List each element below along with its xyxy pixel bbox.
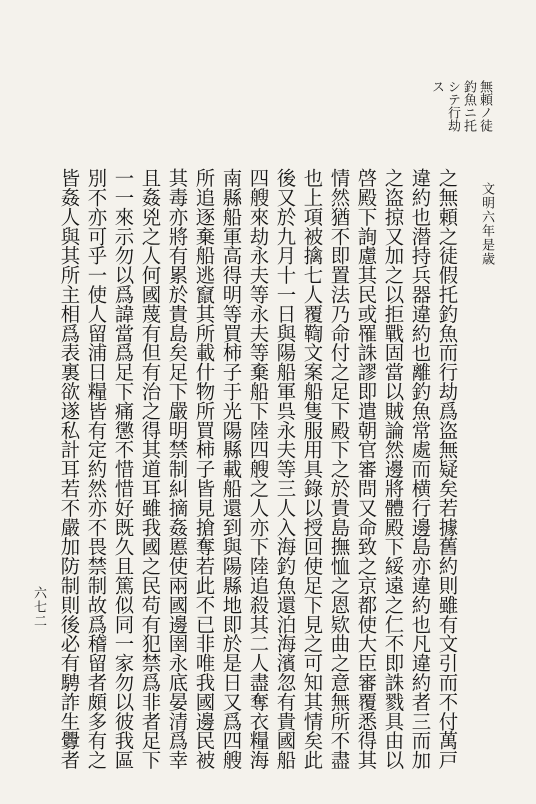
body-column-3: 之盗掠又加之以拒戰固當以賊論然邊將體殿下綏遠之仁不即誅戮具由以 — [381, 168, 405, 770]
body-column-7: 後又於九月十一日與陽船軍呉永夫等三人入海釣魚還泊海濱忽有貴國船 — [273, 168, 297, 770]
body-column-15: 皆姦人與其所主相爲表裏欲遂私計耳若不嚴加防制則後必有騁詐生釁者 — [57, 168, 81, 770]
body-column-8: 四艘來劫永夫等永夫等棄船下陸四艘之人亦下陸追殺其二人盡奪衣糧海 — [246, 168, 270, 770]
body-column-2: 違約也潜持兵器違約也離釣魚常處而横行邊島亦違約也凡違約者三而加 — [408, 168, 432, 770]
margin-note-line-1: 無頼ノ徒 — [477, 80, 492, 132]
margin-note-line-4: ス — [429, 80, 444, 93]
body-column-10: 所追逐棄船逃竄其所載什物所買柿子皆見搶奪若此不已非唯我國邊民被 — [192, 168, 216, 770]
body-column-5: 情然猶不即置法乃命付之足下殿下之於貴島撫恤之恩欵曲之意無所不盡 — [327, 168, 351, 770]
body-column-11: 其毒亦將有累於貴島矣足下嚴明禁制糾摘姦慝使兩國邊圉永底晏清爲幸 — [165, 168, 189, 770]
margin-note-line-3: シテ行劫 — [445, 80, 460, 132]
body-column-12: 且姦兇之人何國蔑有但有治之得其道耳雖我國之民苟有犯禁爲非者足下 — [138, 168, 162, 770]
page-number: 六七二 — [31, 586, 46, 628]
body-column-1: 之無頼之徒假托釣魚而行劫爲盗無疑矣若據舊約則雖有文引而不付萬戸 — [435, 168, 459, 770]
body-column-13: 一一來示勿以爲諱當爲足下痛懲不惜惜好既久且篤似同一家勿以彼我區 — [111, 168, 135, 770]
running-title: 文明六年是歳 — [479, 182, 494, 266]
body-column-14: 別不亦可乎一使人留浦日糧皆有定約然亦不畏禁制故爲稽留者頗多有之 — [84, 168, 108, 770]
body-column-4: 啓殿下詢慮其民或罹誅謬即遣朝官審問又命致之京都使大臣審覆悉得其 — [354, 168, 378, 770]
body-column-9: 南縣船軍高得明等買柿子于光陽縣載船還到與陽縣地即於是日又爲四艘 — [219, 168, 243, 770]
margin-note-line-2: 釣魚ニ托 — [461, 80, 476, 132]
body-column-6: 也上項被擒七人覆鞫文案船隻服用具錄以授回使足下見之可知其情矣此 — [300, 168, 324, 770]
